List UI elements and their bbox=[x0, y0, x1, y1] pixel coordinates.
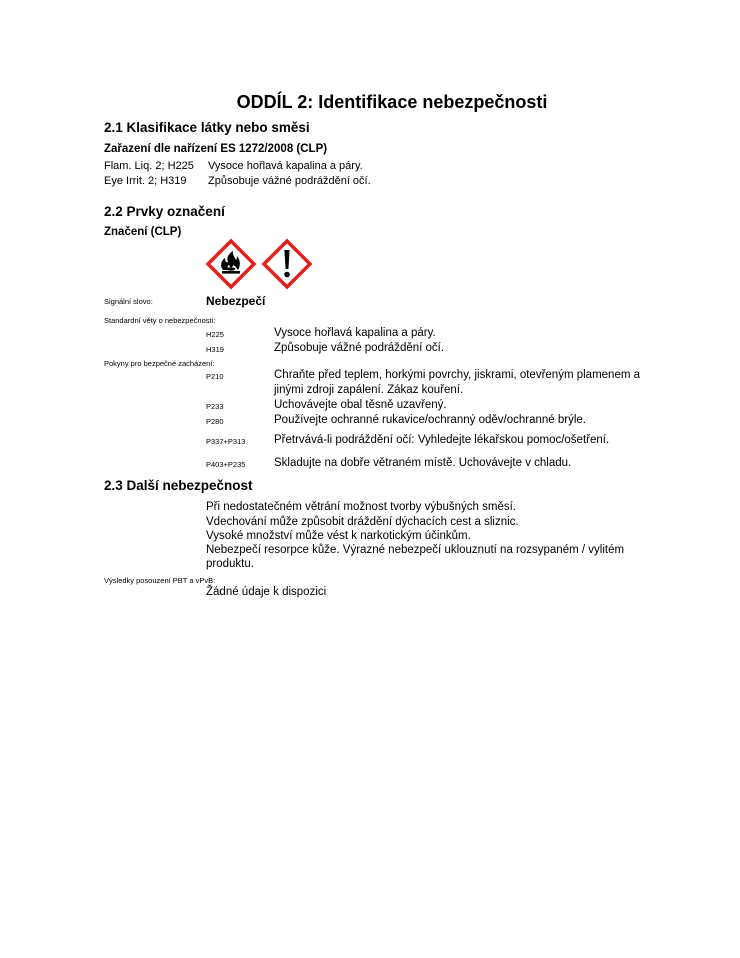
exclamation-pictogram bbox=[264, 241, 310, 287]
h-text: Vysoce hořlavá kapalina a páry. bbox=[274, 327, 436, 339]
classification-code: Flam. Liq. 2; H225 bbox=[104, 160, 194, 172]
heading-2-2: 2.2 Prvky označení bbox=[104, 204, 225, 219]
other-hazard-line: Při nedostatečném větrání možnost tvorby výbušných směsí. bbox=[206, 501, 516, 513]
other-hazard-line: produktu. bbox=[206, 558, 254, 570]
classification-text: Vysoce hořlavá kapalina a páry. bbox=[208, 160, 363, 172]
p-code: P280 bbox=[206, 417, 224, 426]
h-text: Způsobuje vážné podráždění očí. bbox=[274, 342, 445, 354]
p-text: Uchovávejte obal těsně uzavřený. bbox=[274, 399, 447, 411]
heading-2-1: 2.1 Klasifikace látky nebo směsi bbox=[104, 120, 310, 135]
signal-word-label: Signální slovo: bbox=[104, 297, 153, 306]
p-text: Používejte ochranné rukavice/ochranný oděv/ochranné brýle. bbox=[274, 414, 586, 426]
classification-row bbox=[104, 160, 363, 172]
p-text: Skladujte na dobře větraném místě. Uchovávejte v chladu. bbox=[274, 457, 572, 469]
classification-code: Eye Irrit. 2; H319 bbox=[104, 175, 187, 187]
p-code: P233 bbox=[206, 402, 224, 411]
section-title: ODDÍL 2: Identifikace nebezpečnosti bbox=[236, 92, 548, 112]
clp-labelling-subheading: Značení (CLP) bbox=[104, 226, 182, 238]
classification-row bbox=[104, 175, 371, 187]
hazard-statements-label: Standardní věty o nebezpečnosti: bbox=[104, 316, 216, 325]
pbt-result: Žádné údaje k dispozici bbox=[206, 586, 327, 598]
h-code: H319 bbox=[206, 345, 224, 354]
p-code: P403+P235 bbox=[206, 460, 246, 469]
other-hazard-line: Vdechování může způsobit dráždění dýchacích cest a sliznic. bbox=[206, 516, 519, 528]
pbt-label: Výsledky posouzení PBT a vPvB: bbox=[104, 576, 216, 585]
flame-pictogram bbox=[208, 241, 254, 287]
other-hazard-line: Vysoké množství může vést k narkotickým účinkům. bbox=[206, 530, 471, 542]
other-hazard-line: Nebezpečí resorpce kůže. Výrazné nebezpečí uklouznutí na rozsypaném / vylitém bbox=[206, 544, 625, 556]
p-text: Přetrvává-li podráždění očí: Vyhledejte lékařskou pomoc/ošetření. bbox=[274, 434, 610, 446]
p-text: jinými zdroji zapálení. Zákaz kouření. bbox=[274, 384, 464, 396]
h-code: H225 bbox=[206, 330, 224, 339]
clp-classification-subheading: Zařazení dle nařízení ES 1272/2008 (CLP) bbox=[104, 143, 328, 155]
p-code: P337+P313 bbox=[206, 437, 246, 446]
classification-text: Způsobuje vážné podráždění očí. bbox=[208, 175, 371, 187]
precautionary-statements-label: Pokyny pro bezpečné zacházení: bbox=[104, 359, 215, 368]
heading-2-3: 2.3 Další nebezpečnost bbox=[104, 478, 253, 493]
p-code: P210 bbox=[206, 372, 224, 381]
signal-word: Nebezpečí bbox=[206, 294, 266, 308]
p-text: Chraňte před teplem, horkými povrchy, jiskrami, otevřeným plamenem a bbox=[274, 369, 641, 381]
ghs-pictograms bbox=[205, 238, 315, 290]
